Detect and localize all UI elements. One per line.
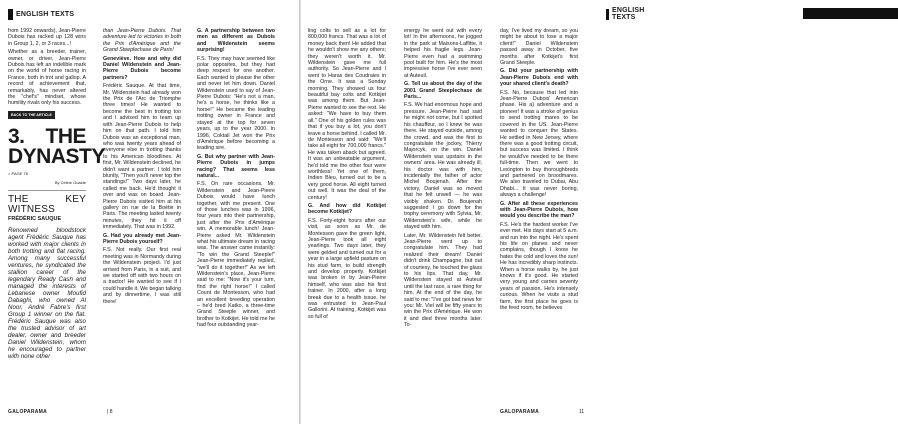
answer: Frédéric Sauque. At that time, Mr. Wildenstein had already won the Prix de l'Arc de Triomphe three times! He wanted to become the best in trotting too and I advised him to team up with Jean-Pierre Dubois to help him on that path. I told him Dubois was an exceptional man, who was twenty years ahead of everyone else in trotting thanks to his American bloodlines. At first, Mr. Wildenstein declined, he didn't want a partner. I told him bluntly, "Then you'll never top the standings!" Two days later, he called me back. He'd thought it over and was on board. Jean-Pierre Dubois visited him at his gallery on rue de la Boétie in Paris. The meeting lasted twenty minutes, they hit it off immediately. That was in 1992. xyxy=(103,83,181,231)
column-2 xyxy=(404,28,482,331)
answer: F.S. Not really. Our first real meeting was in Normandy during the Wildenstein project. I'd just arrived from Paris, in a suit, and we started off with two hours on a tractor! He wanted to see if I could handle it. We began talking and by dinnertime, I was still there! xyxy=(103,247,181,305)
page-number: 11 xyxy=(579,409,585,415)
question: G. Had you already met Jean-Pierre Dubois yourself? xyxy=(103,232,181,245)
witness-name: FRÉDÉRIC SAUQUE xyxy=(8,216,62,223)
answer: F.S. He's the hardest worker I've ever met. His days start at 5 a.m. and run into the night. He's spent his life on planes and never complains, though I know he hates the cold and loves the sun! He has incredibly sharp instincts. When a horse walks by, he just knows if it's good. He started very young and carries seventy years of passion. He's intensely curious. When he visits a stud farm, the first place he goes is the feed room, he believes xyxy=(500,221,578,312)
paragraph: from 1992 onwards), Jean-Pierre Dubois has racked up 128 wins in Group 1, 2, or 3 races...! xyxy=(8,28,86,47)
answer: Later, Mr. Wildenstein felt better. Jean-Pierre went up to congratulate him. They had realized their dream! Daniel didn't drink Champagne, but out of courtesy, he touched the glass to his lips. That day, Mr. Wildenstein stayed at Auteuil until the last race, a rare thing for him. At the end of the day, he said to me: "I've got bad news for you: Mr. Viel will be fifty years to win the Prix d'Amérique. He won it and died three months later. To- xyxy=(404,232,482,329)
column-3 xyxy=(500,28,578,313)
header-marker xyxy=(8,9,13,20)
column-1 xyxy=(308,28,386,322)
header-marker xyxy=(606,9,609,20)
question: G. Did your partnership with Jean-Pierre Dubois end with your shared client's death? xyxy=(500,68,578,88)
answer: F.S. Forty-eight hours after our visit, as soon as Mr. de Montesson gave the green light, Jean-Pierre took all eight yearlings. Two days later, they were gelded and turned out for a year in a large upfield pasture on his stud farm, to build strength and develop properly. Kotkijet was broken in by Jean-Pierre himself, who was also his first trainer. In 2000, after a long break due to a health issue, he was entrusted to Jean-Paul Gallorini. At training, Kotkijet was so full of xyxy=(308,217,386,320)
question: G. But why partner with Jean-Pierre Dubois in jumps racing? That seems less natural... xyxy=(197,153,275,179)
page-number: | 8 xyxy=(107,409,113,415)
answer: F.S. They may have seemed like polar opposites, but they had deep respect for one another. Each wanted to please the other and never let him down. Daniel Wildenstein used to say of Jean-Pierre Dubois: "He's not a man, he's a horse, he thinks like a horse!" He became the leading trotting owner in France and stayed at the top for seven years, up to the year 2000. In 1996, Coktail Jet won the Prix d'Amérique before becoming a leading sire. xyxy=(197,55,275,152)
answer: F.S. On rare occasions, Mr. Wildenstein and Jean-Pierre Dubois would have lunch together, with me present. One of those lunches was in 1996, four years into their partnership, just after the Prix d'Amérique win. A memorable lunch! Jean-Pierre asked Mr. Wildenstein what his ultimate dream in racing was. The answer came instantly: "To win the Grand Steeple!" Jean-Pierre immediately replied, "we'll do it together!" As we left Wildenstein's place, Jean-Pierre said to me: "Now it's your turn, find the right horse!" I called Count de Montesson, who had an excellent breeding operation – he'd bred Katko, a three-time Grand Steeple winner, and brother to Kotkijet. He told me he had four outstanding year- xyxy=(197,181,275,329)
intro-paragraph: Renowned bloodstock agent Frédéric Sauque has worked with major clients in both trotting and flat racing. Among many successful ventures, he syndicated the stallion career of the legendary Ready Cash and managed the interests of Lebanese owner Moufid Dabaghi, who owned Al Noor, André Fabre's first Group 1 winner on the flat. Frédéric Sauque was also the trusted advisor of art dealer, owner and breeder Daniel Wildenstein, whom he encouraged to partner with none other xyxy=(8,226,86,360)
header-bar xyxy=(803,8,898,19)
left-page-header xyxy=(8,8,74,20)
paragraph: than Jean-Pierre Dubois. That adventure led to victories in both the Prix d'Amérique and the Grand Steeplechase de Paris! xyxy=(103,28,181,54)
key-witness-heading: THE KEY WITNESS xyxy=(8,194,86,216)
answer: F.S. No, because that led into Jean-Pierre Dubois' American phase. His a) adventure and a pioneer! It was a stroke of genius to send trotting mares to be covered in the US. Jean-Pierre wanted to conquer the States. He settled in New Jersey, where there was a good trotting circuit, but success was limited. I think he would've needed to be there full-time. Then we went to Lexington to buy thoroughbreds and partnered on broodmares. We also traveled to Dubai, Abu Dhabi... It was never boring, always a challenge! xyxy=(500,89,578,199)
left-page xyxy=(0,0,300,424)
question: G. A partnership between two men as different as Dubois and Wildenstein seems surprising! xyxy=(197,28,275,54)
back-to-article-link[interactable]: BACK TO THE ARTICLE xyxy=(8,111,55,119)
question: Geneviève. How and why did Daniel Wildenstein and Jean-Pierre Dubois become partners? xyxy=(103,55,181,81)
footer-brand: GALOPARAMA xyxy=(500,409,540,415)
section-label: ENGLISH TEXTS xyxy=(16,10,75,18)
paragraph: energy he went out with every lot! In the afternoons, he jogged in the park at Maisons-Laffitte, it helped his fragile legs. Jean-Pierre even had a swimming pool built for him. He's the most impressive horse I've ever seen at Auteuil. xyxy=(404,28,482,79)
right-page-header xyxy=(606,8,647,20)
page-reference: > PAGE 76 xyxy=(8,171,28,177)
paragraph: ling colts to sell as a lot for 800,000 francs. That was a lot of money back then! He added that he wouldn't show me any others; they weren't worth it. Mr. Wildenstein gave me full authority. So Jean-Pierre and I went to Haras des Coudraies in the Orne. It was a Sunday morning. They showed us four beautiful bay colts and Kotkijet was among them. But Jean-Pierre wanted to see the rest. He asked: "We have to buy them all." One of his golden rules was that if you buy a lot, you don't leave a horse behind. I called Mr. de Montesson and said: "We'll take all eight for 700,000 francs." He was taken aback but agreed. It was an unbeatable argument, he'd told me the other four were worthless! Yet one of them, Indien Bleu, turned out to be a very good horse. All eight turned out well. It was the deal of the century! xyxy=(308,28,386,201)
question: G. And how did Kotkijet become Kotkijet? xyxy=(308,202,386,216)
column-3 xyxy=(197,28,275,331)
question: G. After all these experiences with Jean-Pierre Dubois, how would you describe the man? xyxy=(500,200,578,220)
answer: F.S. We had enormous hope and pressure. Jean-Pierre had said he might not come, but I spotted his chauffeur, so I knew he was there. He stayed outside, among the crowd, and was the first to congratulate the jockey, Thierry Majorcyk, on the win. Daniel Wildenstein was upstairs in the owners' area. He was already ill, his doctor was with him, incidentally the father of actor Michel Boujenah. After the victory, Daniel was so moved that he felt unwell — he was visibly shaken. Dr. Boujenah suggested I go down for the trophy ceremony with Sylvia, Mr. Wildenstein's wife, while he stayed with him. xyxy=(404,102,482,231)
section-label: ENGLISH TEXTS xyxy=(611,7,645,21)
right-footer xyxy=(500,409,584,415)
column-2 xyxy=(103,28,181,307)
right-page xyxy=(300,0,645,424)
footer-brand: GALOPARAMA xyxy=(8,409,48,415)
byline: By Céline Guaide xyxy=(54,179,86,185)
divider xyxy=(8,190,86,191)
question: G. Tell us about the day of the 2001 Grand Steeplechase de Paris... xyxy=(404,81,482,101)
section-title: 3. THE DYNASTY xyxy=(8,125,105,169)
paragraph: day, I've lived my dream, so you might be about to lose a major client!" Daniel Wildenstein passed away in October, five months after Kotkijet's first Grand Steeple. xyxy=(500,28,578,67)
paragraph: Whether as a breeder, trainer, owner, or driver, Jean-Pierre Dubois has left an indelible mark on the world of horse racing in France, both in trot and gallop. A record of achievement that, remarkably, has never altered the "chef's" mindset, whose humility rivals only his success. xyxy=(8,49,86,107)
left-footer xyxy=(8,409,112,415)
column-1 xyxy=(8,28,105,362)
